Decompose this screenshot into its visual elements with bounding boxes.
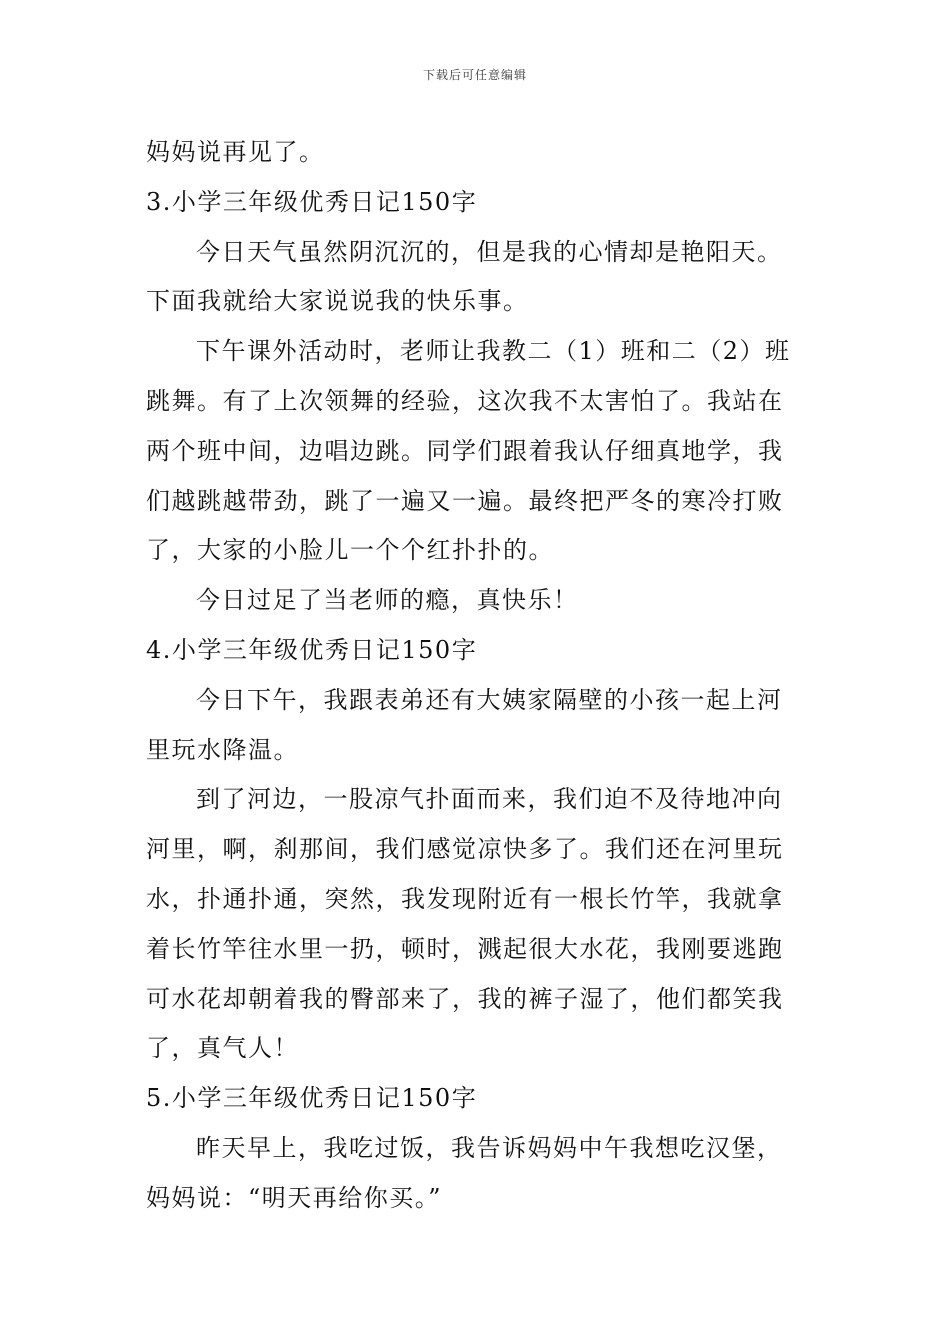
text-line: 到了河边，一股凉气扑面而来，我们迫不及待地冲向 (196, 785, 783, 814)
page-header: 下载后可任意编辑 (422, 68, 527, 82)
text-line: 下午课外活动时，老师让我教二（1）班和二（2）班 (196, 337, 791, 366)
text-line: 了，真气人！ (146, 1034, 299, 1063)
text-line: 河里，啊，刹那间，我们感觉凉快多了。我们还在河里玩 (146, 835, 784, 864)
text-line: 们越跳越带劲，跳了一遍又一遍。最终把严冬的寒冷打败 (146, 486, 784, 515)
document-body (146, 128, 816, 1224)
text-line: 跳舞。有了上次领舞的经验，这次我不太害怕了。我站在 (146, 386, 784, 415)
section-heading: 4.小学三年级优秀日记150字 (146, 635, 478, 664)
text-line: 妈妈说：“明天再给你买。” (146, 1183, 443, 1212)
text-line: 今日过足了当老师的瘾，真快乐！ (196, 586, 579, 615)
text-line: 两个班中间，边唱边跳。同学们跟着我认仔细真地学，我 (146, 436, 784, 465)
text-line: 水，扑通扑通，突然，我发现附近有一根长竹竿，我就拿 (146, 884, 784, 913)
text-line: 里玩水降温。 (146, 735, 299, 764)
text-line: 妈妈说再见了。 (146, 138, 325, 166)
text-line: 下面我就给大家说说我的快乐事。 (146, 287, 529, 316)
text-line: 今日下午，我跟表弟还有大姨家隔壁的小孩一起上河 (196, 685, 783, 714)
section-heading: 3.小学三年级优秀日记150字 (146, 187, 478, 216)
text-line: 可水花却朝着我的臀部来了，我的裤子湿了，他们都笑我 (146, 984, 784, 1013)
text-line: 昨天早上，我吃过饭，我告诉妈妈中午我想吃汉堡， (196, 1133, 783, 1162)
text-line: 着长竹竿往水里一扔，顿时，溅起很大水花，我刚要逃跑 (146, 934, 784, 963)
text-line: 了，大家的小脸儿一个个红扑扑的。 (146, 536, 554, 565)
text-line: 今日天气虽然阴沉沉的，但是我的心情却是艳阳天。 (196, 237, 783, 266)
section-heading: 5.小学三年级优秀日记150字 (146, 1084, 478, 1113)
